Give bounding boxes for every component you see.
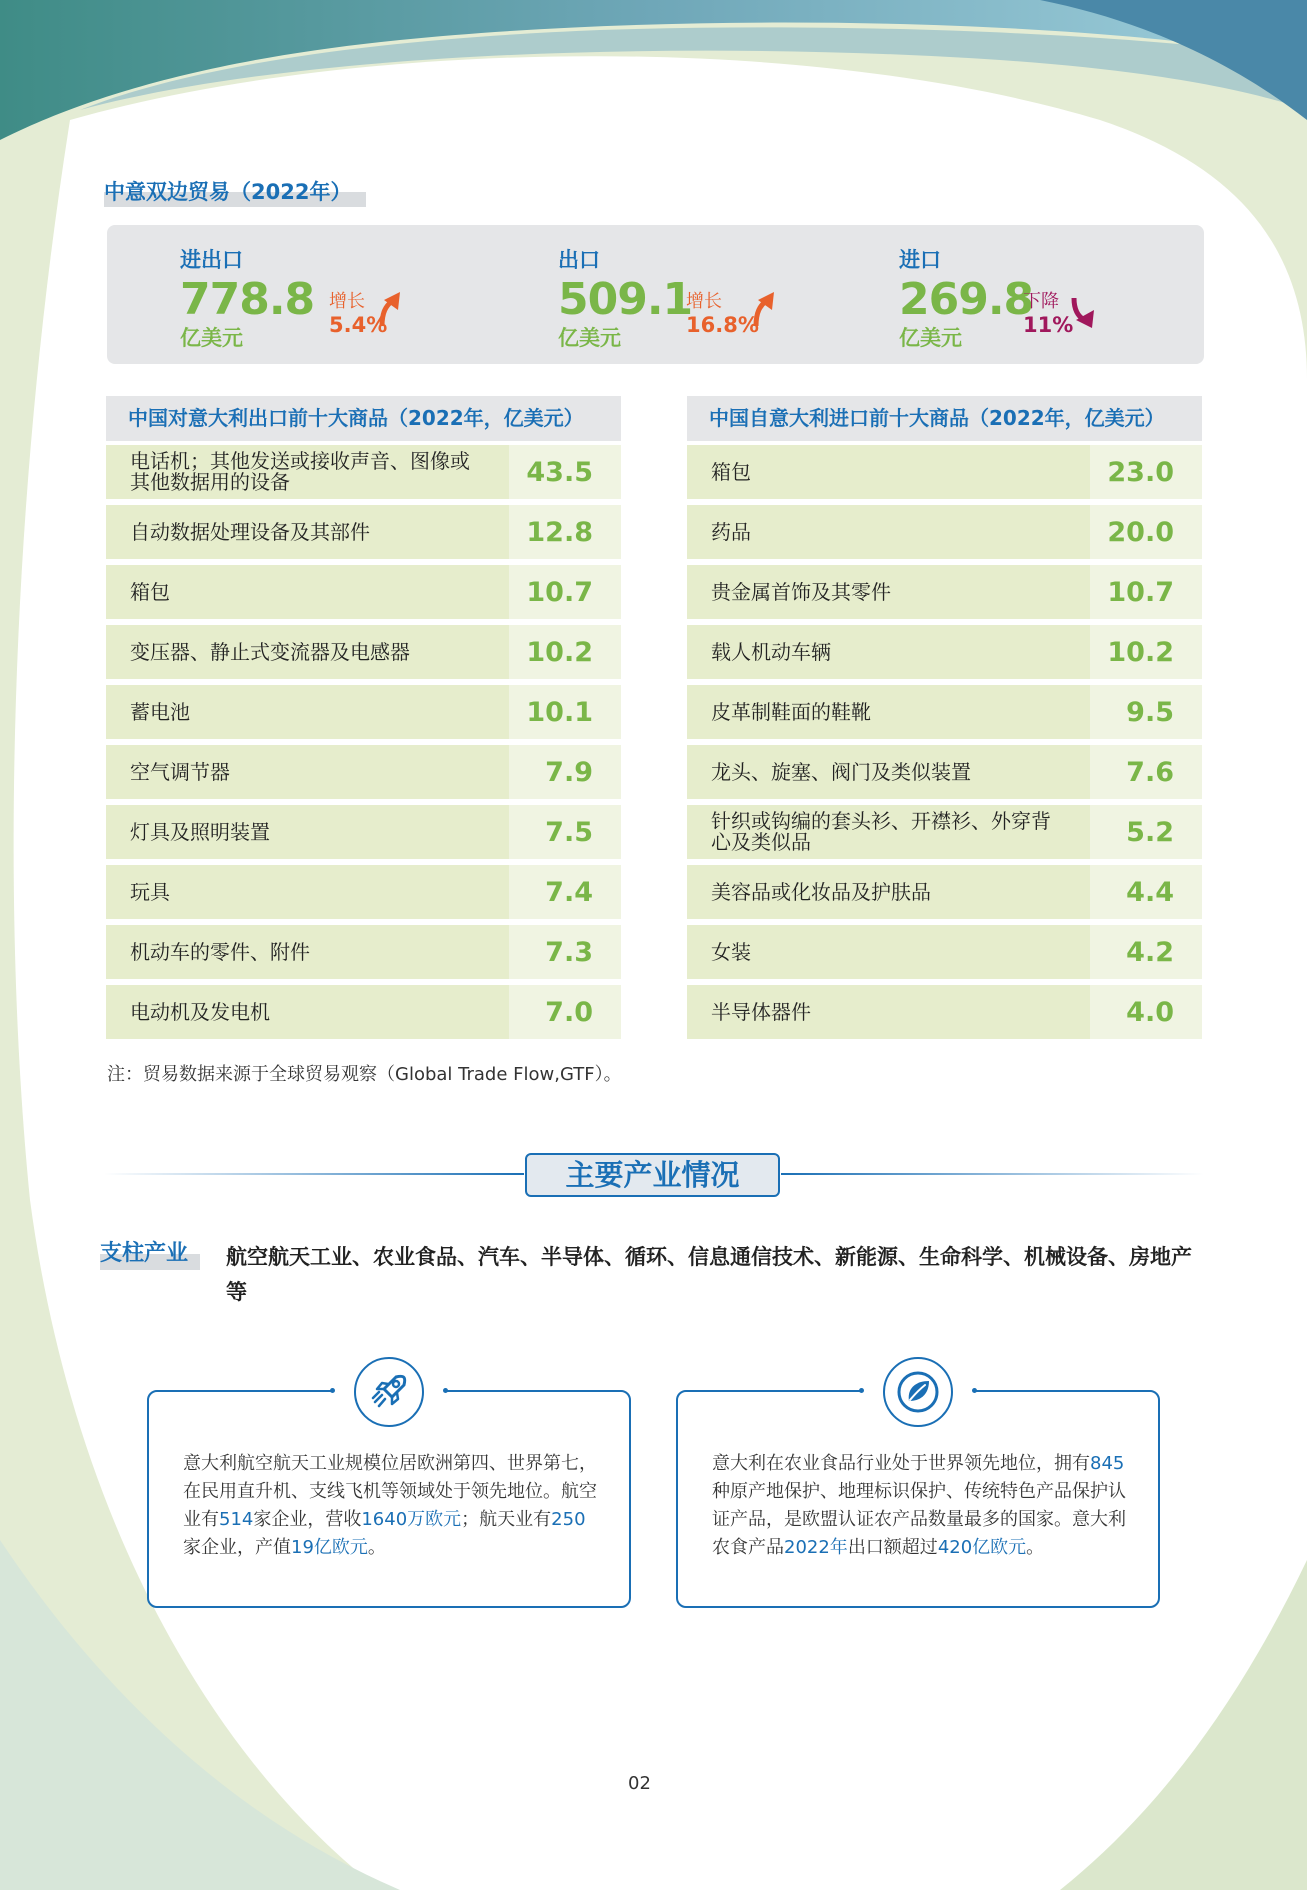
product-value: 4.4 xyxy=(1090,865,1202,919)
product-value: 20.0 xyxy=(1090,505,1202,559)
product-name: 箱包 xyxy=(106,565,509,619)
arrow-up-icon xyxy=(378,288,406,328)
product-value: 10.7 xyxy=(509,565,621,619)
product-name: 半导体器件 xyxy=(687,985,1090,1039)
trade-section-title: 中意双边贸易（2022年） xyxy=(104,180,352,204)
page-number: 02 xyxy=(628,1773,651,1794)
card-text-segment: ；航天业有 xyxy=(461,1509,552,1530)
table-row xyxy=(687,745,1202,799)
highlight-text: 19亿欧元 xyxy=(291,1537,368,1558)
import-table-title: 中国自意大利进口前十大商品（2022年，亿美元） xyxy=(687,396,1202,441)
product-name: 灯具及照明装置 xyxy=(106,805,509,859)
card-text-segment: 家企业，营收 xyxy=(253,1509,362,1530)
table-row xyxy=(687,565,1202,619)
table-row xyxy=(687,505,1202,559)
product-value: 23.0 xyxy=(1090,445,1202,499)
product-name: 电话机；其他发送或接收声音、图像或其他数据用的设备 xyxy=(106,445,509,499)
stat-unit: 亿美元 xyxy=(180,326,243,350)
product-value: 7.0 xyxy=(509,985,621,1039)
card-text-segment: 出口额超过 xyxy=(847,1537,938,1558)
table-row xyxy=(106,685,621,739)
stat-label: 进口 xyxy=(899,248,941,272)
highlight-text: 2022年 xyxy=(784,1537,848,1558)
product-name: 贵金属首饰及其零件 xyxy=(687,565,1090,619)
highlight-text: 420亿欧元 xyxy=(937,1537,1027,1558)
product-name: 蓄电池 xyxy=(106,685,509,739)
product-value: 10.1 xyxy=(509,685,621,739)
product-value: 7.4 xyxy=(509,865,621,919)
import-table-body xyxy=(687,445,1202,1039)
product-value: 10.7 xyxy=(1090,565,1202,619)
product-value: 7.5 xyxy=(509,805,621,859)
product-name: 自动数据处理设备及其部件 xyxy=(106,505,509,559)
product-name: 箱包 xyxy=(687,445,1090,499)
product-value: 4.0 xyxy=(1090,985,1202,1039)
table-row xyxy=(106,925,621,979)
product-value: 7.3 xyxy=(509,925,621,979)
source-note: 注：贸易数据来源于全球贸易观察（Global Trade Flow,GTF）。 xyxy=(107,1064,622,1085)
card-dot xyxy=(443,1388,448,1393)
table-row xyxy=(687,625,1202,679)
export-table xyxy=(106,396,621,1039)
stat-unit: 亿美元 xyxy=(558,326,621,350)
stat-import-change xyxy=(1023,287,1073,337)
card-text-segment: 家企业，产值 xyxy=(183,1537,291,1558)
table-row xyxy=(106,625,621,679)
table-row xyxy=(687,865,1202,919)
arrow-up-icon xyxy=(752,288,780,328)
table-row xyxy=(106,985,621,1039)
card-text-segment: 种原产地保护、地理标识保护、传统特色产品保护认证产品，是欧盟认证农产品数量最多的国家。意大利农食产品 xyxy=(712,1481,1126,1558)
table-row xyxy=(106,745,621,799)
product-name: 机动车的零件、附件 xyxy=(106,925,509,979)
highlight-text: 1640万欧元 xyxy=(361,1509,462,1530)
stat-value: 778.8 xyxy=(180,274,315,325)
table-row xyxy=(687,805,1202,859)
product-name: 皮革制鞋面的鞋靴 xyxy=(687,685,1090,739)
card-text-segment: 。 xyxy=(367,1537,386,1558)
stat-value: 269.8 xyxy=(899,274,1034,325)
card-dot xyxy=(859,1388,864,1393)
table-row xyxy=(687,445,1202,499)
product-name: 电动机及发电机 xyxy=(106,985,509,1039)
card-text-segment: 意大利航空航天工业规模位居欧洲第四、世界第七，在民用直升机、支线飞机等领域处于领先地位。航空业有 xyxy=(183,1453,597,1530)
product-name: 龙头、旋塞、阀门及类似装置 xyxy=(687,745,1090,799)
export-table-body xyxy=(106,445,621,1039)
change-value: 11% xyxy=(1023,313,1074,337)
product-name: 药品 xyxy=(687,505,1090,559)
arrow-down-icon xyxy=(1070,296,1102,332)
product-name: 空气调节器 xyxy=(106,745,509,799)
product-value: 9.5 xyxy=(1090,685,1202,739)
product-value: 12.8 xyxy=(509,505,621,559)
export-table-title: 中国对意大利出口前十大商品（2022年，亿美元） xyxy=(106,396,621,441)
aerospace-card-text xyxy=(183,1450,603,1562)
card-text-segment: 。 xyxy=(1026,1537,1045,1558)
product-value: 7.9 xyxy=(509,745,621,799)
table-row xyxy=(106,865,621,919)
product-value: 43.5 xyxy=(509,445,621,499)
stat-unit: 亿美元 xyxy=(899,326,962,350)
stat-label: 进出口 xyxy=(180,248,243,272)
table-row xyxy=(106,805,621,859)
divider-right xyxy=(781,1173,1204,1175)
table-row xyxy=(106,565,621,619)
change-label: 增长 xyxy=(329,291,365,312)
product-name: 针织或钩编的套头衫、开襟衫、外穿背心及类似品 xyxy=(687,805,1090,859)
pillar-text: 航空航天工业、农业食品、汽车、半导体、循环、信息通信技术、新能源、生命科学、机械设备、房地产等 xyxy=(226,1245,1192,1304)
import-table xyxy=(687,396,1202,1039)
product-value: 10.2 xyxy=(509,625,621,679)
table-row xyxy=(106,505,621,559)
card-dot xyxy=(330,1388,335,1393)
change-label: 下降 xyxy=(1023,291,1059,312)
table-row xyxy=(687,925,1202,979)
product-value: 10.2 xyxy=(1090,625,1202,679)
product-name: 女装 xyxy=(687,925,1090,979)
industry-section-title: 主要产业情况 xyxy=(525,1153,780,1197)
product-name: 载人机动车辆 xyxy=(687,625,1090,679)
leaf-icon xyxy=(883,1357,953,1427)
product-name: 变压器、静止式变流器及电感器 xyxy=(106,625,509,679)
table-row xyxy=(687,985,1202,1039)
agrifood-card-text xyxy=(712,1450,1132,1562)
pillar-label: 支柱产业 xyxy=(100,1241,189,1266)
stat-export-change xyxy=(686,287,759,337)
change-value: 16.8% xyxy=(686,313,759,337)
highlight-text: 514 xyxy=(219,1509,254,1530)
product-value: 5.2 xyxy=(1090,805,1202,859)
card-text-segment: 意大利在农业食品行业处于世界领先地位，拥有 xyxy=(712,1453,1090,1474)
rocket-icon xyxy=(354,1357,424,1427)
stat-total xyxy=(180,244,314,352)
product-value: 7.6 xyxy=(1090,745,1202,799)
table-row xyxy=(106,445,621,499)
product-name: 美容品或化妆品及护肤品 xyxy=(687,865,1090,919)
divider-left xyxy=(104,1173,524,1175)
stat-value: 509.1 xyxy=(558,274,693,325)
change-value: 5.4% xyxy=(329,313,388,337)
change-label: 增长 xyxy=(686,291,722,312)
product-value: 4.2 xyxy=(1090,925,1202,979)
stat-import xyxy=(899,244,1033,352)
highlight-text: 845 xyxy=(1090,1453,1125,1474)
highlight-text: 250 xyxy=(551,1509,586,1530)
card-dot xyxy=(972,1388,977,1393)
table-row xyxy=(687,685,1202,739)
stat-label: 出口 xyxy=(558,248,600,272)
product-name: 玩具 xyxy=(106,865,509,919)
stat-export xyxy=(558,244,692,352)
